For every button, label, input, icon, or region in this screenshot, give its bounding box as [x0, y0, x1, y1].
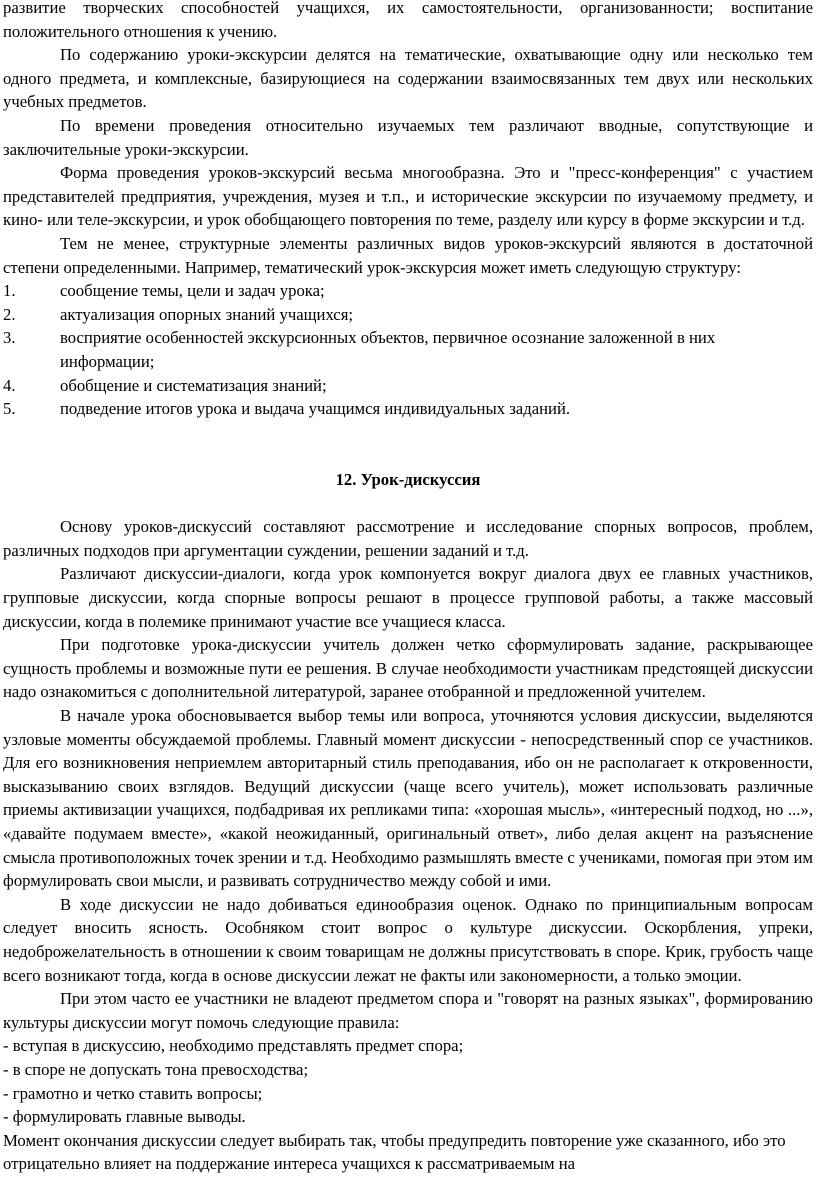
list-item [3, 326, 813, 373]
list-number: 1. [3, 281, 16, 301]
paragraph: По содержанию уроки-экскурсии делятся на тематические, охватывающие одну или несколько тем одного предмета, и комплексные, базирующиеся на содержании взаимосвязанных тем двух или нескольких учебных предметов. [3, 45, 813, 112]
paragraph: В ходе дискуссии не надо добиваться единообразия оценок. Однако по принципиальным вопросам следует вносить ясность. Особняком стоит вопрос о культуре дискуссии. Оскорбления, упреки, недоброжелательность в отношении к своим товарищам не должны присутствовать в споре. Крик, грубость чаще всего возникают тогда, когда в основе дискуссии лежат не факты или закономерности, а только эмоции. [3, 894, 813, 985]
paragraph: При этом часто ее участники не владеют предметом спора и "говорят на разных языках", формированию культуры дискуссии могут помочь следующие правила: [3, 989, 813, 1032]
list-item: - грамотно и четко ставить вопросы; [3, 1083, 263, 1103]
paragraph: Различают дискуссии-диалоги, когда урок компонуется вокруг диалога двух ее главных участников, групповые дискуссии, когда спорные вопросы решают в процессе групповой работы, а также массовый дискуссии, когда в полемике принимают участие все учащиеся класса. [3, 564, 813, 631]
list-item-text: актуализация опорных знаний учащихся; [60, 304, 354, 324]
list-item: - формулировать главные выводы. [3, 1107, 246, 1127]
paragraph: По времени проведения относительно изучаемых тем различают вводные, сопутствующие и заключительные уроки-экскурсии. [3, 115, 813, 159]
paragraph: При подготовке урока-дискуссии учитель должен четко сформулировать задание, раскрывающее сущность проблемы и возможные пути ее решения. В случае необходимости участникам предстоящей дискуссии надо ознакомиться с дополнительной литературой, заранее отобранной и предложенной учителем. [3, 635, 813, 702]
spacer [3, 421, 813, 468]
list-item-text: подведение итогов урока и выдача учащимся индивидуальных заданий. [60, 399, 571, 419]
list-number: 4. [3, 375, 16, 395]
paragraph: развитие творческих способностей учащихся, их самостоятельности, организованности; воспитание положительного отношения к учению. [3, 0, 813, 41]
list-item-text: восприятие особенностей экскурсионных объектов, первичное осознание заложенной в них информации; [60, 328, 716, 371]
spacer [3, 491, 813, 515]
list-number: 5. [3, 399, 16, 419]
paragraph: Основу уроков-дискуссий составляют рассмотрение и исследование спорных вопросов, проблем, различных подходов при аргументации суждении, решении заданий и т.д. [3, 517, 813, 560]
paragraph: Тем не менее, структурные элементы различных видов уроков-экскурсий являются в достаточной степени определенными. Например, тематический урок-экскурсия может иметь следующую структуру: [3, 233, 813, 277]
list-item [3, 397, 813, 421]
list-item: - в споре не допускать тона превосходства; [3, 1059, 309, 1079]
list-item [3, 279, 813, 303]
rules-list [3, 1034, 813, 1128]
list-item [3, 374, 813, 398]
document-body [3, 0, 813, 1176]
list-item-text: сообщение темы, цели и задач урока; [60, 281, 325, 301]
structure-list [3, 279, 813, 421]
paragraph: Форма проведения уроков-экскурсий весьма многообразна. Это и "пресс-конференция" с участием представителей предприятия, учреждения, музея и т.п., и исторические экскурсии по изучаемому предмету, и кино- или теле-экскурсии, и урок обобщающего повторения по теме, разделу или курсу в форме экскурсии и т.д. [3, 163, 813, 230]
paragraph: В начале урока обосновывается выбор темы или вопроса, уточняются условия дискуссии, выделяются узловые моменты обсуждаемой проблемы. Главный момент дискуссии - непосредственный спор се участников. Для его возникновения неприемлем авторитарный стиль преподавания, ибо он не располагает к откровенности, высказыванию своих взглядов. Ведущий дискуссии (чаще всего учитель), может использовать различные приемы активизации учащихся, подбадривая их репликами типа: «хорошая мысль», «интересный подход, но ...», «давайте подумаем вместе», «какой неожиданный, оригинальный ответ», либо делая акцент на разъяснение смысла противоположных точек зрении и т.д. Необходимо размышлять вместе с учениками, помогая при этом им формулировать свои мысли, и развивать сотрудничество между собой и ими. [3, 706, 813, 891]
paragraph: Момент окончания дискуссии следует выбирать так, чтобы предупредить повторение уже сказанного, ибо это отрицательно влияет на поддержание интереса учащихся к рассматриваемым на [3, 1130, 786, 1174]
list-number: 3. [3, 328, 16, 348]
list-item: - вступая в дискуссию, необходимо представлять предмет спора; [3, 1036, 464, 1056]
list-item-text: обобщение и систематизация знаний; [60, 375, 327, 395]
list-item [3, 303, 813, 327]
list-number: 2. [3, 304, 16, 324]
section-heading: 12. Урок-дискуссия [335, 469, 481, 489]
